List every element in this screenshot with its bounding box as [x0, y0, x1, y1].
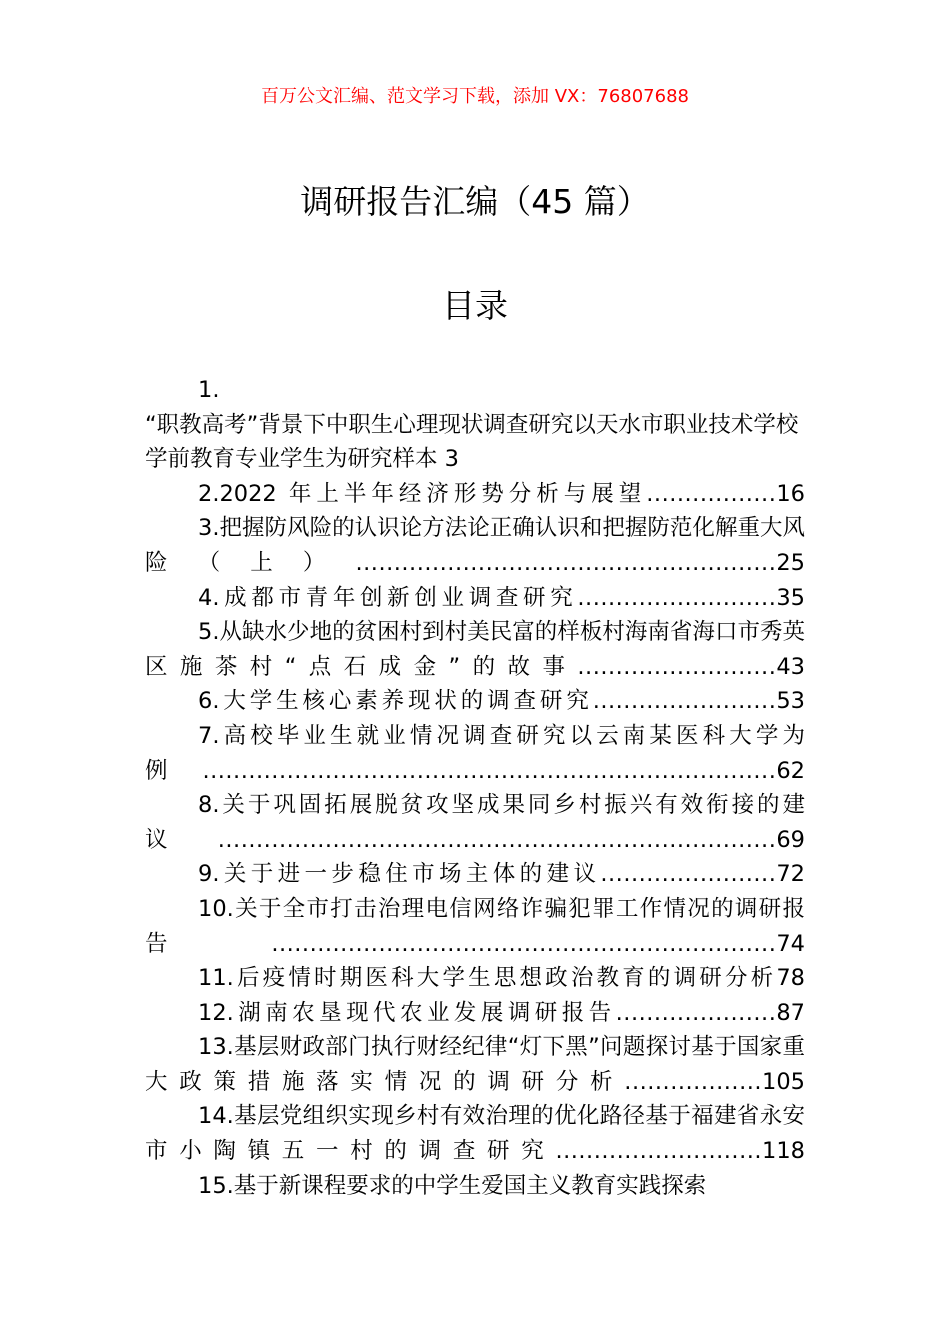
toc-entry-page: 87 — [776, 999, 805, 1026]
toc-entry[interactable] — [145, 477, 805, 512]
toc-heading: 目录 — [442, 286, 508, 325]
toc-entry-label: 2.2022 年上半年经济形势分析与展望 — [198, 480, 647, 507]
leader-dots: .................................................................. — [271, 930, 777, 957]
document-title: 调研报告汇编（45 篇） — [300, 182, 650, 221]
toc-entry[interactable] — [145, 1099, 805, 1168]
toc-entry-label: 3.把握防风险的认识论方法论正确认识和把握防范化解重大风险（上） — [145, 515, 805, 576]
toc-entry-page: 43 — [776, 653, 805, 680]
toc-entry-page: 78 — [776, 965, 805, 992]
leader-dots: ........................... — [555, 1138, 763, 1165]
toc-entry[interactable] — [145, 615, 805, 684]
toc-entry-page: 74 — [776, 930, 805, 957]
toc-entry-label: 13.基层财政部门执行财经纪律“灯下黑”问题探讨基于国家重大政策措施落实情况的调研分析 — [145, 1034, 805, 1095]
toc-entry-label: 9.关于进一步稳住市场主体的建议 — [198, 861, 601, 888]
toc-entry[interactable] — [145, 1169, 805, 1204]
toc-entry-page: 118 — [762, 1138, 805, 1165]
toc-entry-page: 35 — [776, 584, 805, 611]
toc-entry-label: 4.成都市青年创新创业调查研究 — [198, 584, 578, 611]
toc-entry-page: 72 — [776, 861, 805, 888]
toc-entry-label: 10.关于全市打击治理电信网络诈骗犯罪工作情况的调研报告 — [145, 895, 805, 957]
toc-entry[interactable] — [145, 719, 805, 788]
toc-entry-page: 105 — [762, 1068, 805, 1095]
leader-dots: ....................... — [600, 861, 777, 888]
toc-entry-label: 11.后疫情时期医科大学生思想政治教育的调研分析 — [198, 965, 777, 992]
toc-entry-label: 6.大学生核心素养现状的调查研究 — [198, 688, 593, 715]
toc-entry-label: 12.湖南农垦现代农业发展调研报告 — [198, 999, 616, 1026]
leader-dots: ..................... — [615, 999, 777, 1026]
leader-dots: .......................... — [577, 653, 777, 680]
table-of-contents — [145, 373, 805, 1203]
toc-entry[interactable] — [145, 684, 805, 719]
leader-dots: ........................ — [592, 688, 777, 715]
toc-entry-continuation: “职教高考”背景下中职生心理现状调查研究以天水市职业技术学校学前教育专业学生为研究样本 3 — [145, 411, 799, 473]
toc-entry-label: 15.基于新课程要求的中学生爱国主义教育实践探索 — [198, 1172, 707, 1199]
toc-entry-label: 8.关于巩固拓展脱贫攻坚成果同乡村振兴有效衔接的建议 — [145, 792, 805, 853]
toc-entry[interactable] — [145, 857, 805, 892]
toc-entry-label: 7.高校毕业生就业情况调查研究以云南某医科大学为例 — [145, 722, 805, 784]
toc-entry[interactable] — [145, 892, 805, 961]
toc-entry[interactable] — [145, 1030, 805, 1099]
toc-entry[interactable] — [145, 373, 805, 477]
leader-dots: ......................................................................... — [217, 826, 777, 853]
leader-dots: .................. — [624, 1068, 763, 1095]
toc-entry-page: 62 — [776, 757, 805, 784]
leader-dots: ........................................................................... — [202, 757, 777, 784]
toc-entry-page: 25 — [776, 549, 805, 576]
download-notice: 百万公文汇编、范文学习下载，添加 VX：76807688 — [261, 86, 689, 107]
leader-dots: ....................................................... — [355, 549, 777, 576]
toc-entry-page: 53 — [776, 688, 805, 715]
toc-entry-label: 1. — [198, 377, 220, 403]
toc-entry-page: 69 — [776, 826, 805, 853]
toc-entry-page: 16 — [776, 480, 805, 507]
toc-entry[interactable] — [145, 961, 805, 996]
leader-dots: ................. — [646, 480, 777, 507]
leader-dots: .......................... — [577, 584, 777, 611]
toc-entry-label: 14.基层党组织实现乡村有效治理的优化路径基于福建省永安市小陶镇五一村的调查研究 — [145, 1103, 805, 1165]
toc-entry-label: 5.从缺水少地的贫困村到村美民富的样板村海南省海口市秀英区施茶村“点石成金”的故事 — [145, 619, 805, 680]
toc-entry[interactable] — [145, 581, 805, 616]
toc-entry[interactable] — [145, 996, 805, 1031]
toc-entry[interactable] — [145, 511, 805, 580]
toc-entry[interactable] — [145, 788, 805, 857]
